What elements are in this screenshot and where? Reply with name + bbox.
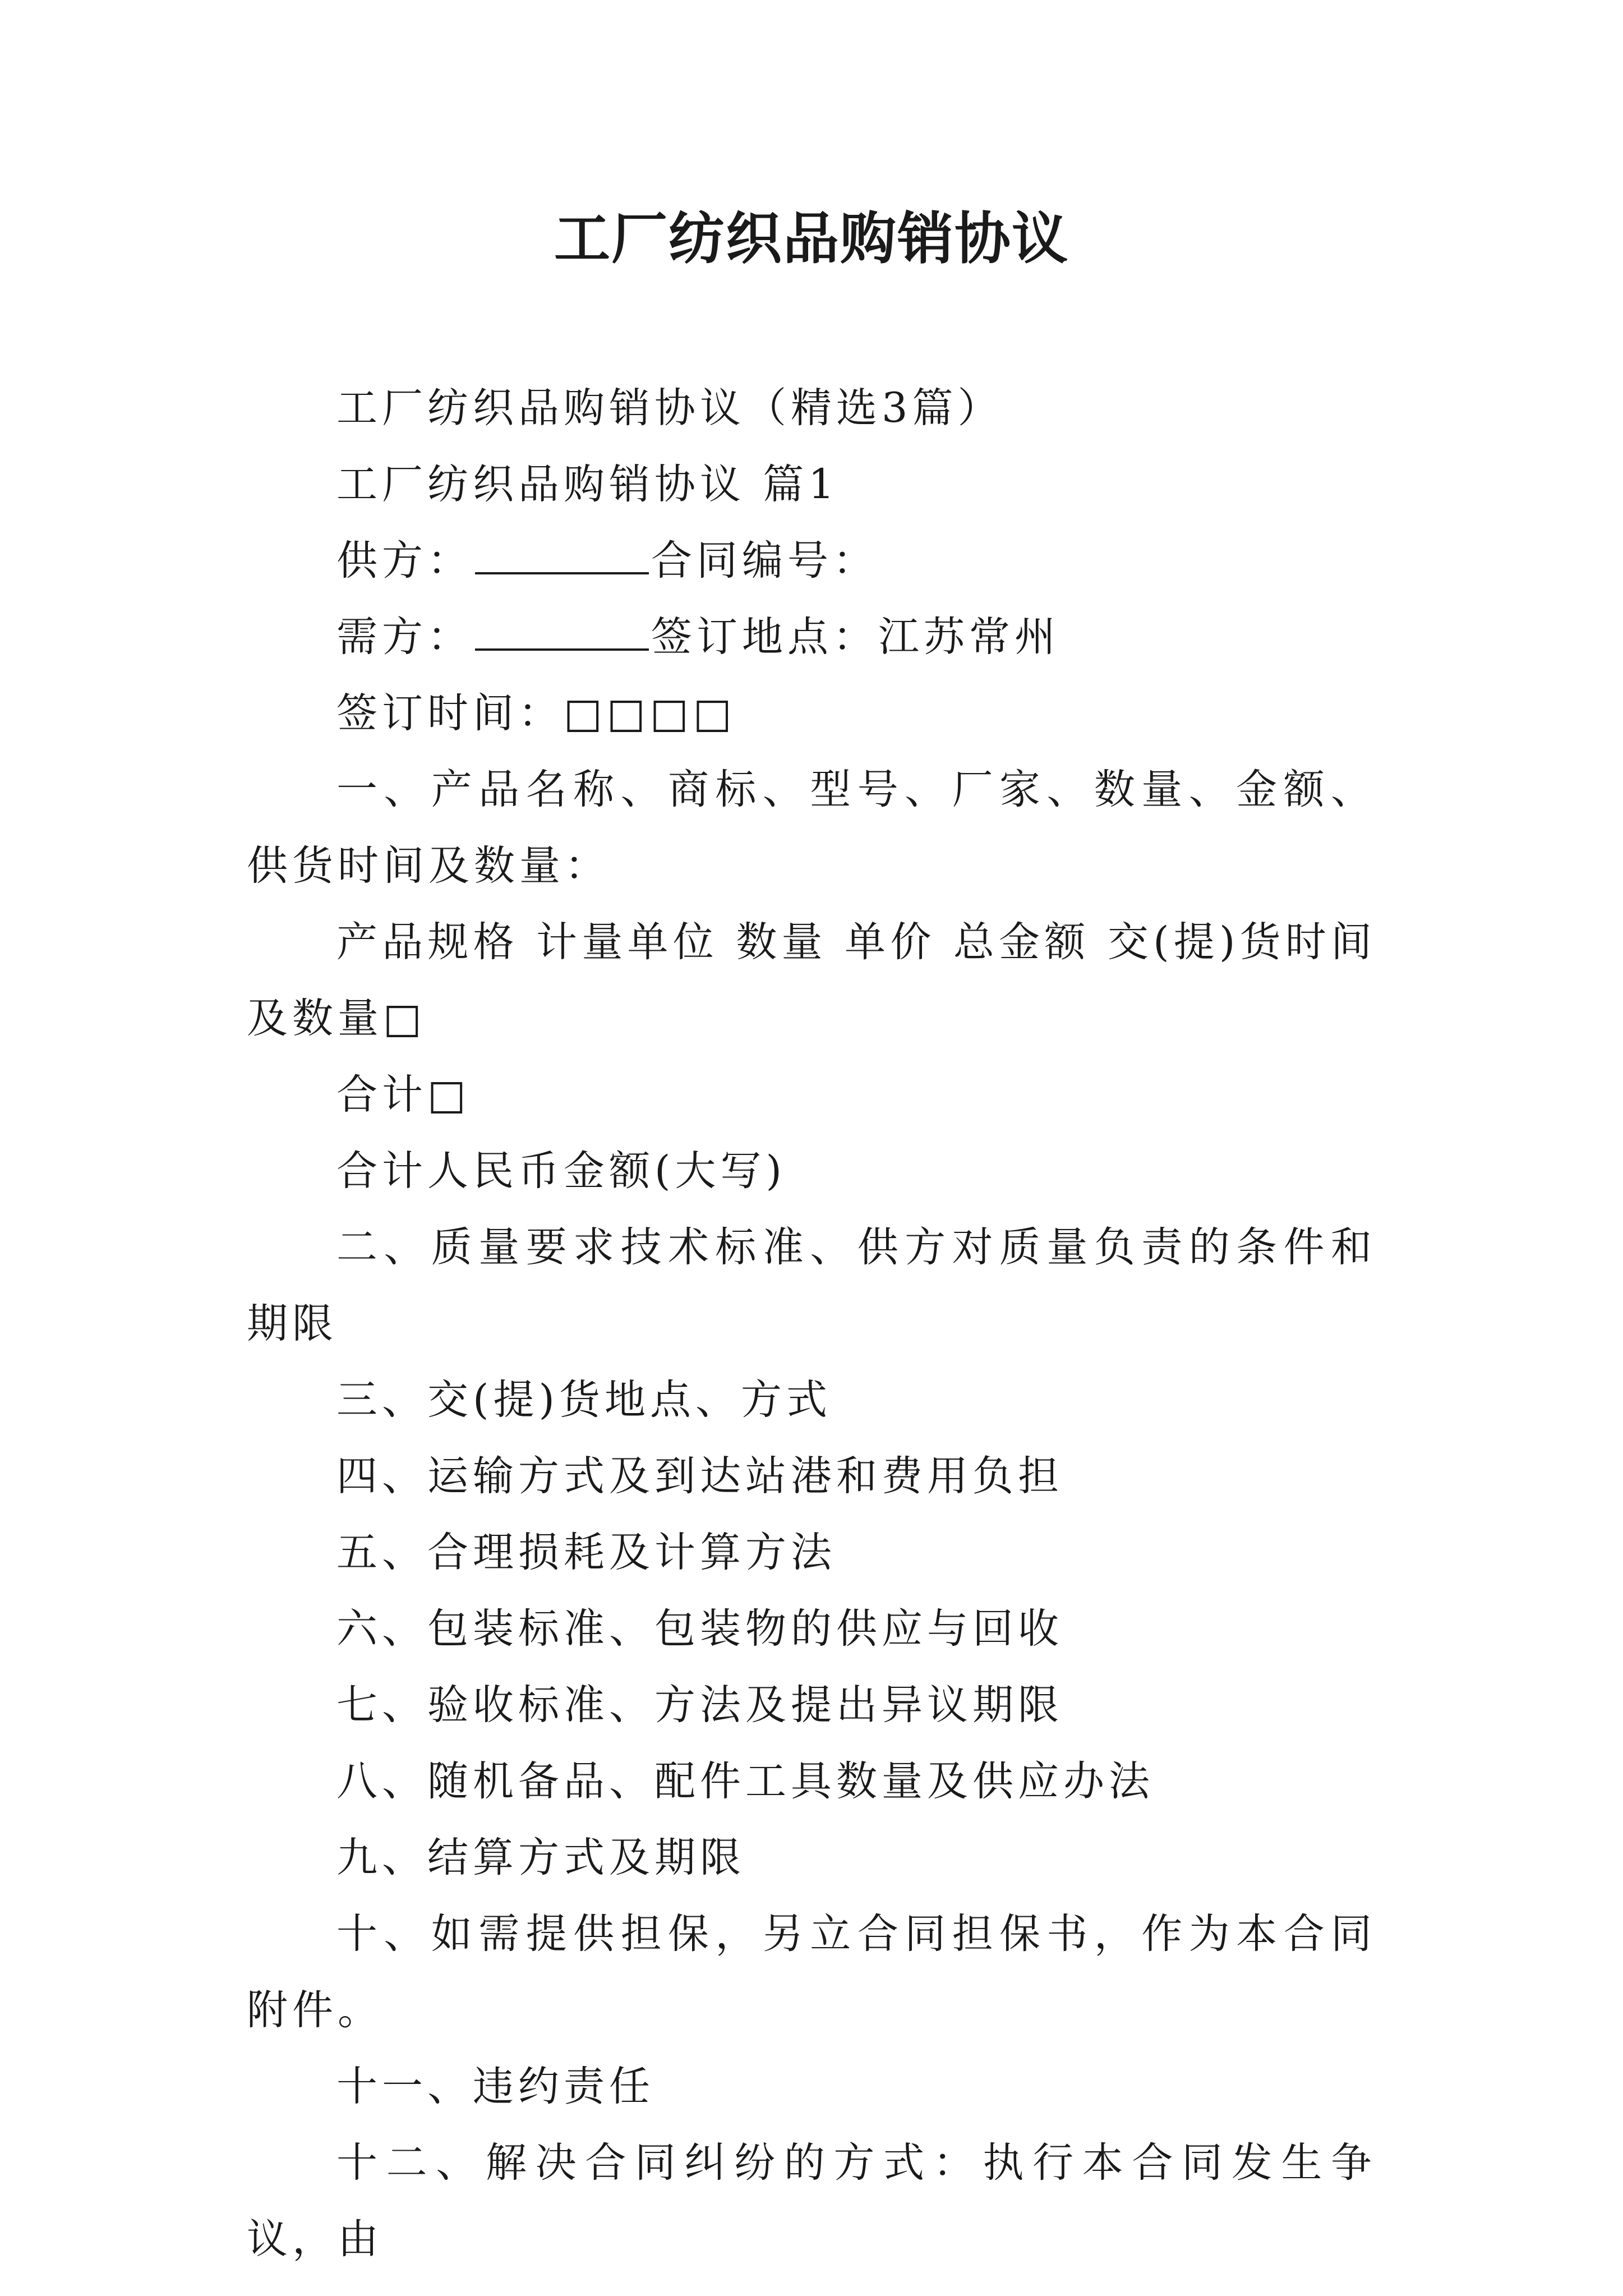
paragraph-buyer xyxy=(247,599,1376,675)
paragraph-subtitle: 工厂纺织品购销协议（精选3篇） xyxy=(336,384,1003,432)
paragraph-total-rmb: 合计人民币金额(大写) xyxy=(336,1147,786,1195)
paragraph-item4: 四、运输方式及到达站港和费用负担 xyxy=(336,1452,1063,1500)
paragraph-item10: 十、如需提供担保，另立合同担保书，作为本合同附件。 xyxy=(247,1910,1376,2034)
paragraph-part1: 工厂纺织品购销协议 篇1 xyxy=(336,461,839,508)
supplier-blank-line xyxy=(475,539,649,574)
paragraph-supplier xyxy=(247,523,1376,599)
paragraph-item3: 三、交(提)货地点、方式 xyxy=(336,1376,832,1424)
paragraph-table-header: 产品规格 计量单位 数量 单价 总金额 交(提)货时间及数量□ xyxy=(247,918,1376,1042)
document-body xyxy=(247,370,1376,2277)
paragraph-item2: 二、质量要求技术标准、供方对质量负责的条件和期限 xyxy=(247,1223,1376,1347)
paragraph-item9: 九、结算方式及期限 xyxy=(336,1834,745,1881)
supplier-label: 供方： xyxy=(336,537,473,585)
paragraph-item8: 八、随机备品、配件工具数量及供应办法 xyxy=(336,1757,1154,1805)
contract-no-label: 合同编号： xyxy=(651,537,878,585)
paragraph-sign-time: 签订时间：□□□□ xyxy=(336,689,736,737)
document-title: 工厂纺织品购销协议 xyxy=(554,205,1069,272)
paragraph-item7: 七、验收标准、方法及提出异议期限 xyxy=(336,1681,1063,1729)
paragraph-item5: 五、合理损耗及计算方法 xyxy=(336,1529,836,1576)
paragraph-total: 合计□ xyxy=(336,1071,471,1119)
paragraph-item12: 十二、解决合同纠纷的方式：执行本合同发生争议，由 xyxy=(247,2139,1376,2263)
paragraph-item11: 十一、违约责任 xyxy=(336,2063,654,2110)
buyer-label: 需方： xyxy=(336,613,473,661)
paragraph-item6: 六、包装标准、包装物的供应与回收 xyxy=(336,1605,1063,1653)
sign-place: 签订地点：江苏常州 xyxy=(651,613,1060,661)
paragraph-item1: 一、产品名称、商标、型号、厂家、数量、金额、供货时间及数量： xyxy=(247,766,1376,890)
buyer-blank-line xyxy=(475,615,649,651)
